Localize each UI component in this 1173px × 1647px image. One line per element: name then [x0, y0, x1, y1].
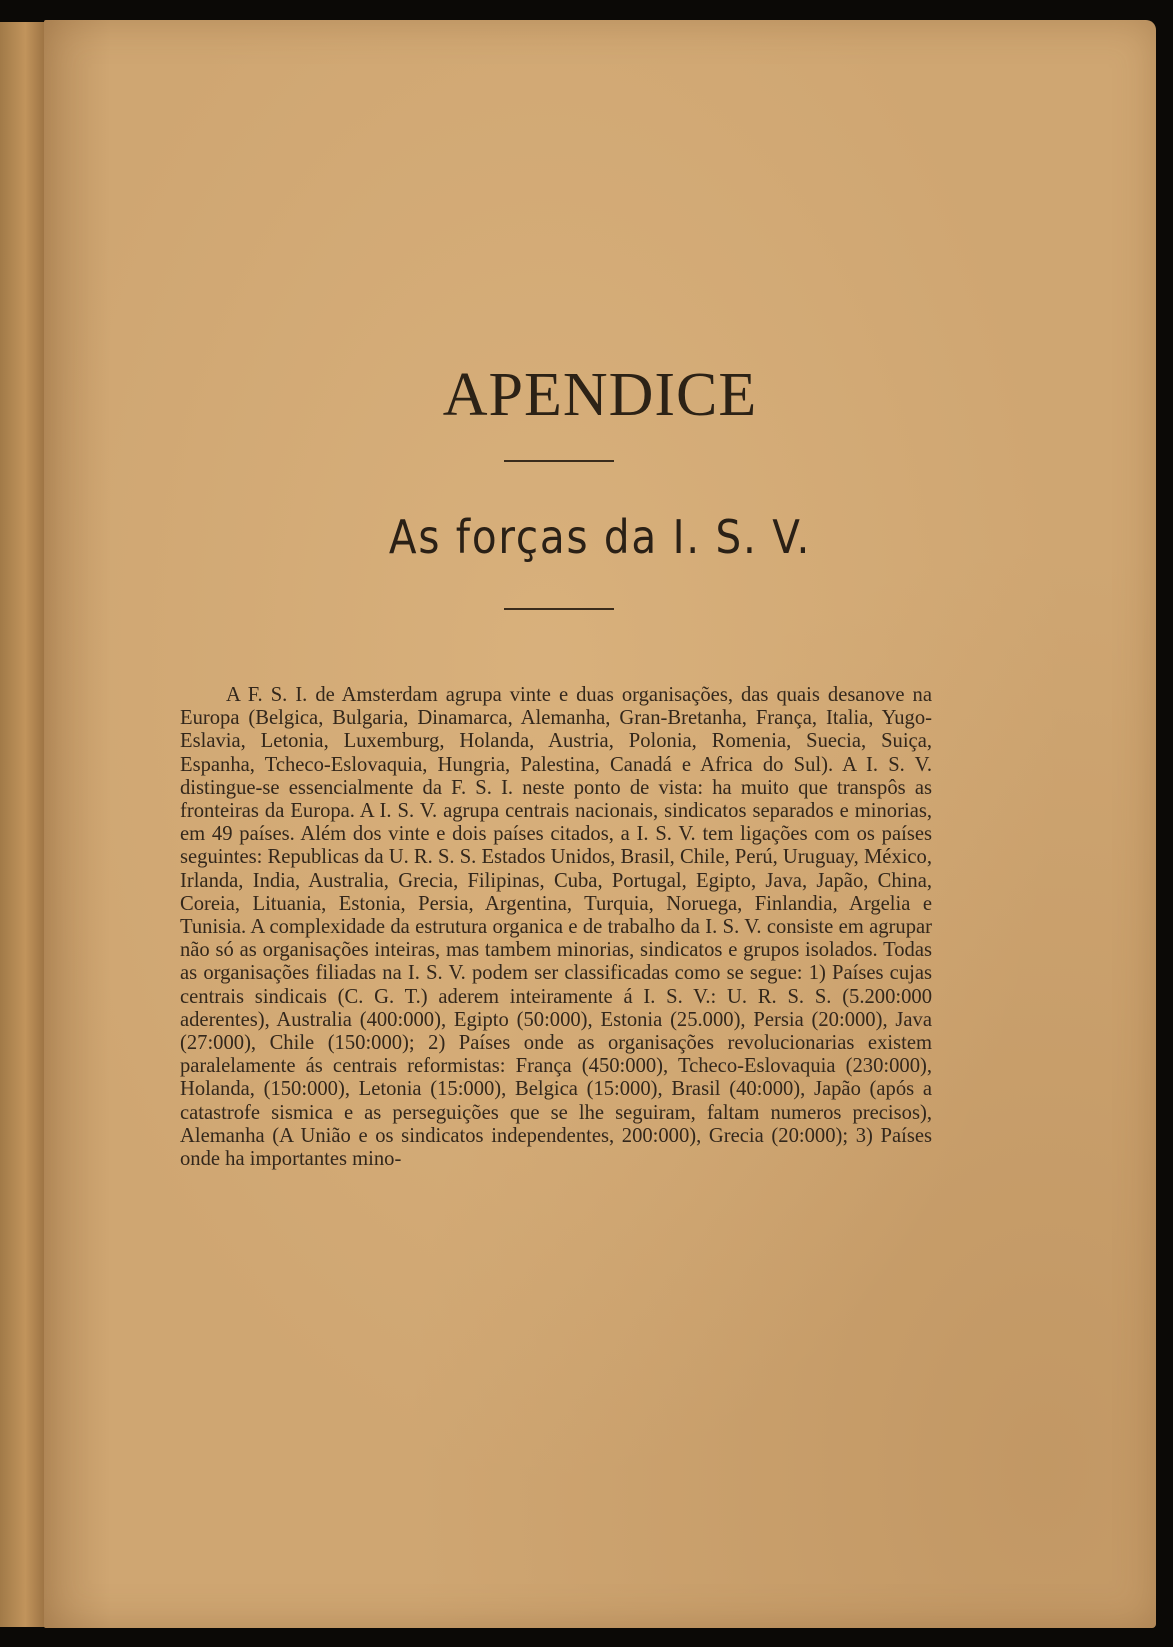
- page-title: APENDICE: [442, 361, 758, 429]
- divider-bottom: [504, 608, 614, 610]
- section-heading: As forças da I. S. V.: [388, 510, 812, 564]
- previous-page-edge: [0, 22, 49, 1627]
- divider-top: [504, 460, 614, 462]
- book-page: [44, 20, 1156, 1628]
- body-paragraph: A F. S. I. de Amsterdam agrupa vinte e duas organisações, das quais desanove na Europa (Belgica, Bulgaria, Dinamarca, Alemanha, Gran-Bretanha, França, Italia, Yugo-Eslavia, Letonia, Luxemburg, Holanda, Austria, Polonia, Romenia, Suecia, Suiça, Espanha, Tcheco-Eslovaquia, Hungria, Palestina, Canadá e Africa do Sul). A I. S. V. distingue-se essencialmente da F. S. I. neste ponto de vista: ha muito que transpôs as fronteiras da Europa. A I. S. V. agrupa centrais nacionais, sindicatos separados e minorias, em 49 países. Além dos vinte e dois países citados, a I. S. V. tem ligações com os países seguintes: Republicas da U. R. S. S. Estados Unidos, Brasil, Chile, Perú, Uruguay, México, Irlanda, India, Australia, Grecia, Filipinas, Cuba, Portugal, Egipto, Java, Japão, China, Coreia, Lituania, Estonia, Persia, Argentina, Turquia, Noruega, Finlandia, Argelia e Tunisia. A complexidade da estrutura organica e de trabalho da I. S. V. consiste em agrupar não só as organisações inteiras, mas tambem minorias, sindicatos e grupos isolados. Todas as organisações filiadas na I. S. V. podem ser classificadas como se segue: 1) Países cujas centrais sindicais (C. G. T.) aderem inteiramente á I. S. V.: U. R. S. S. (5.200:000 aderentes), Australia (400:000), Egipto (50:000), Estonia (25.000), Persia (20:000), Java (27:000), Chile (150:000); 2) Países onde as organisações revolucionarias existem paralelamente ás centrais reformistas: França (450:000), Tcheco-Eslovaquia (230:000), Holanda, (150:000), Letonia (15:000), Belgica (15:000), Brasil (40:000), Japão (após a catastrofe sismica e as perseguições que se lhe seguiram, faltam numeros precisos), Alemanha (A União e os sindicatos independentes, 200:000), Grecia (20:000); 3) Países onde ha importantes mino-: [180, 684, 932, 1171]
